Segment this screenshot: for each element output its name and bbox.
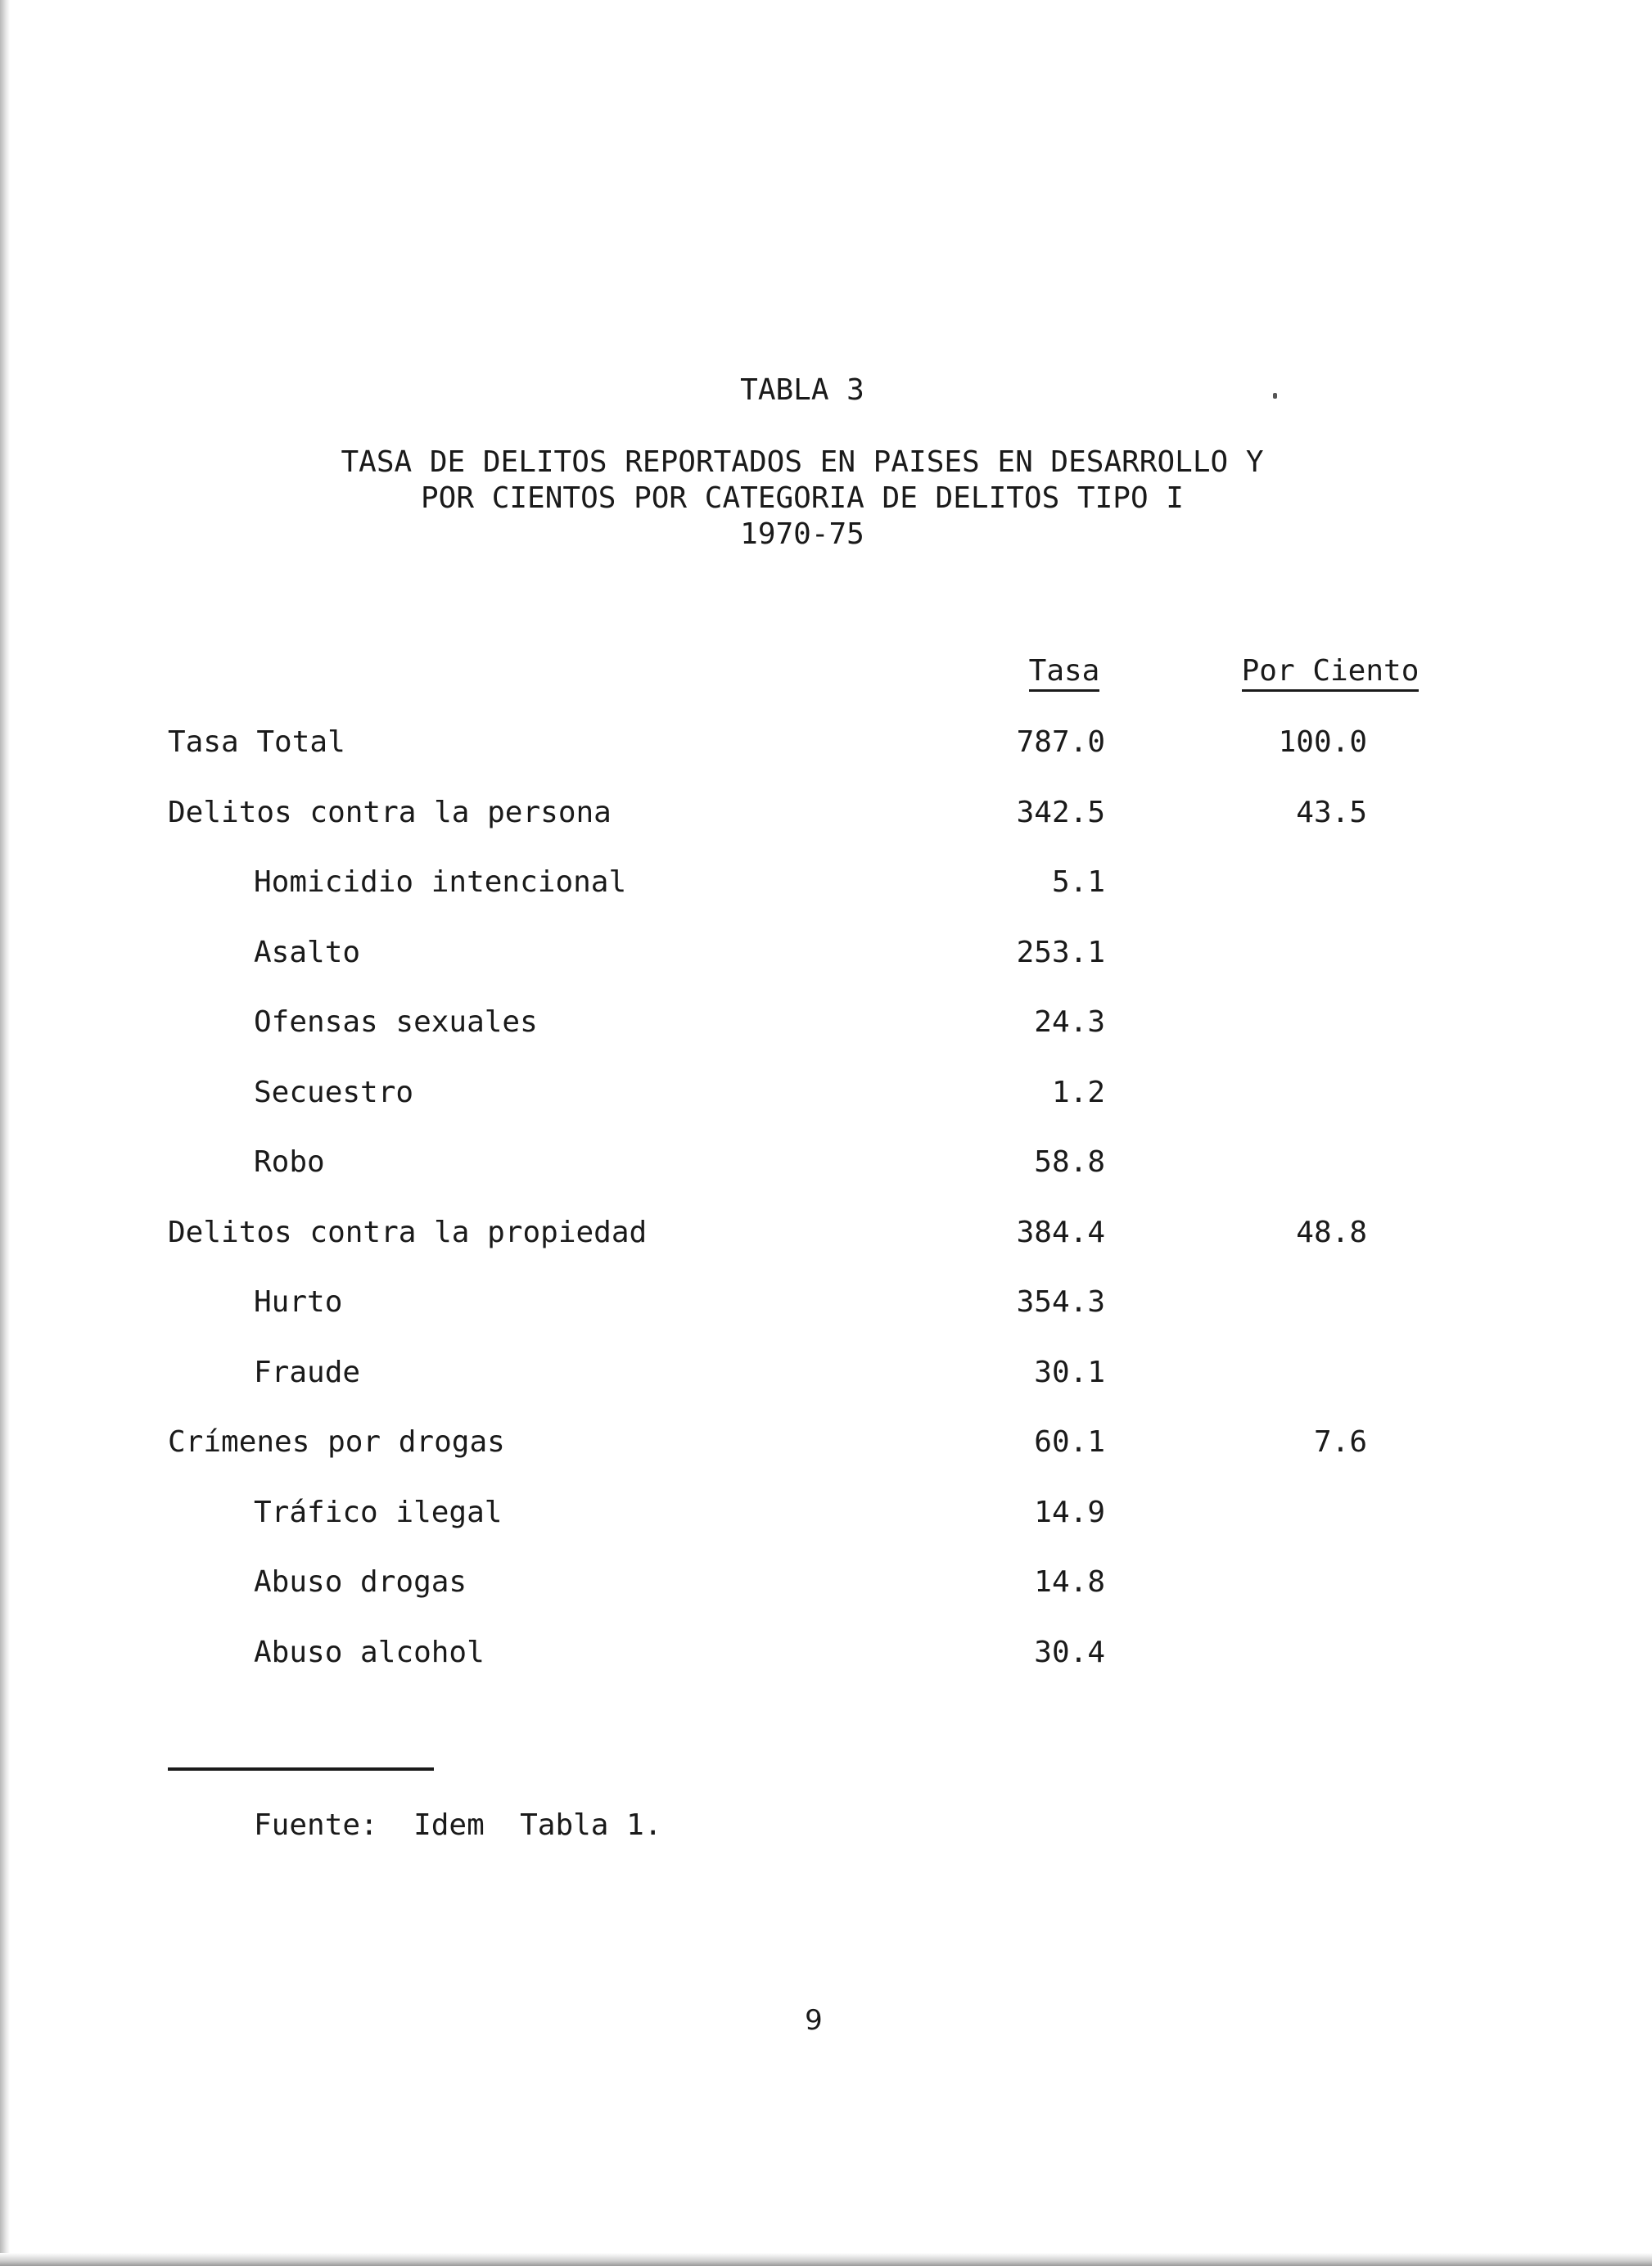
table-row-tasa: 5.1 [1051, 865, 1105, 899]
table-row-label: Abuso drogas [254, 1565, 467, 1599]
table-row-tasa: 30.4 [1034, 1636, 1105, 1669]
table-row-tasa: 342.5 [1016, 796, 1105, 829]
table-row-label: Fraude [254, 1356, 361, 1389]
table-row-label: Asalto [254, 936, 361, 969]
table-row-label: Crímenes por drogas [168, 1425, 505, 1459]
column-header-por-ciento-text: Por Ciento [1242, 654, 1420, 692]
table-row-label: Delitos contra la persona [168, 796, 612, 829]
table-row-label: Homicidio intencional [254, 865, 627, 899]
column-header-tasa-text: Tasa [1029, 654, 1100, 692]
table-row-tasa: 14.9 [1034, 1496, 1105, 1529]
column-header-por-ciento [1228, 653, 1433, 689]
table-row-tasa: 253.1 [1016, 936, 1105, 969]
table-row-label: Abuso alcohol [254, 1636, 485, 1669]
table-row-tasa: 60.1 [1034, 1425, 1105, 1459]
table-row-tasa: 24.3 [1034, 1005, 1105, 1039]
table-row-tasa: 30.1 [1034, 1356, 1105, 1389]
table-row-por-ciento: 43.5 [1296, 796, 1367, 829]
table-row-por-ciento: 100.0 [1278, 725, 1367, 759]
table-row-tasa: 354.3 [1016, 1285, 1105, 1319]
page-number: 9 [805, 2004, 823, 2037]
footnote-source: Fuente: Idem Tabla 1. [254, 1808, 662, 1842]
table-row-tasa: 58.8 [1034, 1145, 1105, 1179]
table-row-label: Secuestro [254, 1076, 414, 1109]
table-row-tasa: 787.0 [1016, 725, 1105, 759]
table-row-label: Tráfico ilegal [254, 1496, 503, 1529]
footnote-rule [168, 1767, 434, 1771]
title-line-2: POR CIENTOS POR CATEGORIA DE DELITOS TIPO I [421, 481, 1184, 515]
table-row-label: Hurto [254, 1285, 343, 1319]
table-row-label: Robo [254, 1145, 325, 1179]
title-line-3: 1970-75 [740, 517, 864, 551]
table-label: TABLA 3 [740, 373, 864, 407]
table-row-tasa: 384.4 [1016, 1216, 1105, 1249]
table-row-por-ciento: 7.6 [1313, 1425, 1367, 1459]
table-row-tasa: 1.2 [1051, 1076, 1105, 1109]
table-row-label: Ofensas sexuales [254, 1005, 538, 1039]
page-left-edge [0, 0, 10, 2266]
table-row-tasa: 14.8 [1034, 1565, 1105, 1599]
table-row-label: Delitos contra la propiedad [168, 1216, 648, 1249]
column-header-tasa [982, 653, 1146, 689]
table-row-label: Tasa Total [168, 725, 345, 759]
table-row-por-ciento: 48.8 [1296, 1216, 1367, 1249]
title-line-1: TASA DE DELITOS REPORTADOS EN PAISES EN DESARROLLO Y [341, 445, 1264, 479]
page-bottom-edge [0, 2253, 1652, 2266]
